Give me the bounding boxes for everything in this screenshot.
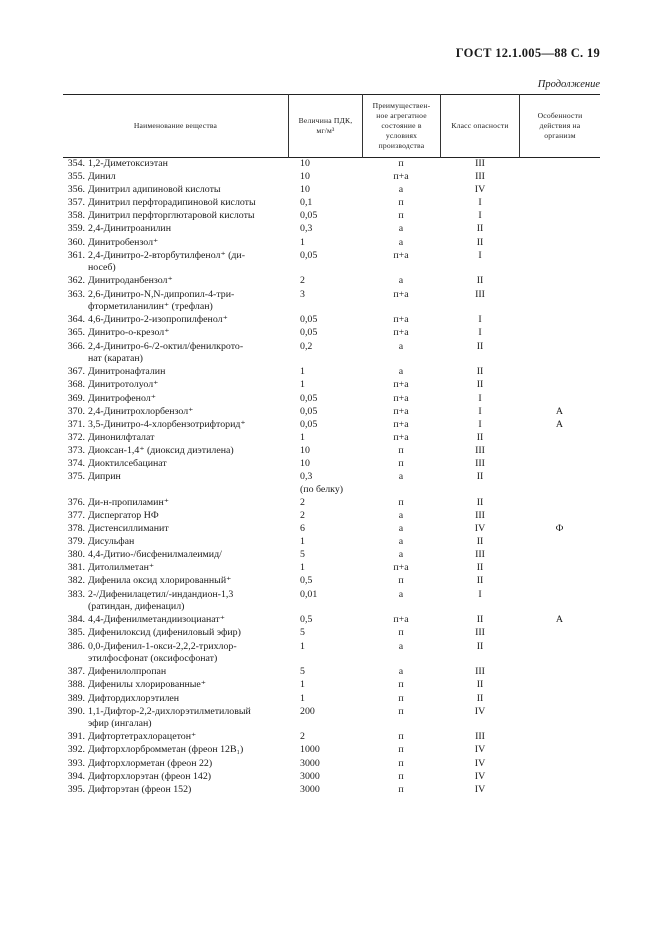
action-feature: Ф: [555, 523, 564, 535]
substance-name: Динитро-о-крезол⁺: [88, 327, 170, 339]
table-row: [63, 536, 600, 549]
hazard-class: III: [475, 731, 485, 743]
row-number: 363.: [67, 288, 85, 300]
table-row: [63, 275, 600, 288]
aggregate-state: а: [398, 471, 404, 483]
pdk-value: 3000: [300, 770, 320, 782]
aggregate-state: а: [398, 184, 404, 196]
pdk-value: 0,05: [300, 418, 318, 430]
row-number: 383.: [67, 588, 85, 600]
substance-name: Диспергатор НФ: [88, 509, 159, 521]
column-header-name: Наименование вещества: [133, 121, 218, 130]
action-feature: А: [555, 614, 564, 626]
table-row: [63, 679, 600, 692]
hazard-class: II: [476, 236, 484, 248]
table-row: [63, 549, 600, 562]
table-row: [63, 575, 600, 588]
hazard-class: II: [476, 275, 484, 287]
aggregate-state: п: [398, 705, 404, 717]
aggregate-state: п: [398, 627, 404, 639]
aggregate-state: п+а: [393, 171, 409, 183]
pdk-value: 3000: [300, 783, 320, 795]
row-number: 370.: [67, 405, 85, 417]
row-number: 388.: [67, 679, 85, 691]
hazard-class: III: [475, 444, 485, 456]
aggregate-state: а: [398, 223, 404, 235]
aggregate-state: п+а: [393, 562, 409, 574]
hazard-class: IV: [474, 783, 486, 795]
substance-name: Дисульфан: [88, 536, 135, 548]
pdk-value: 0,05: [300, 327, 318, 339]
pdk-value: 2: [300, 496, 305, 508]
substance-name: Дифенилы хлорированные⁺: [88, 679, 207, 691]
hazard-class: II: [476, 223, 484, 235]
row-number: 381.: [67, 562, 85, 574]
row-number: 382.: [67, 575, 85, 587]
action-feature: А: [555, 405, 564, 417]
pdk-value: 10: [300, 171, 310, 183]
hazard-class: IV: [474, 757, 486, 769]
pdk-value: 2: [300, 731, 305, 743]
aggregate-state: а: [398, 549, 404, 561]
table-row: [63, 406, 600, 419]
row-number: 354.: [67, 158, 85, 169]
aggregate-state: а: [398, 588, 404, 600]
pdk-value: 0,05: [300, 314, 318, 326]
aggregate-state: п: [398, 757, 404, 769]
hazard-class: I: [478, 314, 482, 326]
pdk-value: 5: [300, 666, 305, 678]
pdk-value: 1: [300, 366, 305, 378]
hazard-class: II: [476, 614, 484, 626]
row-number: 366.: [67, 340, 85, 352]
column-header-features: Особенности действия на организм: [537, 111, 583, 140]
row-number: 386.: [67, 640, 85, 652]
hazard-class: IV: [474, 770, 486, 782]
aggregate-state: п+а: [393, 614, 409, 626]
aggregate-state: п+а: [393, 379, 409, 391]
row-number: 359.: [67, 223, 85, 235]
table-row: [63, 758, 600, 771]
aggregate-state: п: [398, 158, 404, 169]
pdk-value: 5: [300, 549, 305, 561]
table-row: [63, 250, 600, 276]
aggregate-state: а: [398, 523, 404, 535]
substance-name: Динитронафталин: [88, 366, 166, 378]
aggregate-state: п: [398, 457, 404, 469]
substance-name: Дифтордихлорэтилен: [88, 692, 180, 704]
hazard-class: III: [475, 666, 485, 678]
table-row: [63, 314, 600, 327]
substance-name: 4,4-Дитио-/бисфенилмалеимид/: [88, 549, 222, 561]
hazard-class: II: [476, 575, 484, 587]
pdk-value: 1: [300, 679, 305, 691]
table-row: [63, 784, 600, 797]
aggregate-state: а: [398, 366, 404, 378]
substance-name: Динитротолуол⁺: [88, 379, 159, 391]
substance-name: Динитрофенол⁺: [88, 392, 156, 404]
substance-name: 2,4-Динитро-2-вторбутилфенол⁺ (ди- носеб): [88, 249, 246, 274]
row-number: 365.: [67, 327, 85, 339]
substance-name: Дифтортетрахлорацетон⁺: [88, 731, 197, 743]
pdk-value: 0,5: [300, 614, 313, 626]
table-row: [63, 731, 600, 744]
hazard-class: III: [475, 457, 485, 469]
pdk-value: 1: [300, 536, 305, 548]
pdk-value: 1: [300, 236, 305, 248]
row-number: 358.: [67, 210, 85, 222]
page-header: ГОСТ 12.1.005—88 С. 19: [455, 46, 600, 60]
row-number: 356.: [67, 184, 85, 196]
substance-name: Дитолилметан⁺: [88, 562, 155, 574]
row-number: 360.: [67, 236, 85, 248]
pdk-value: 0,2: [300, 340, 313, 352]
table-row: [63, 237, 600, 250]
pdk-value: 0,3: [300, 223, 313, 235]
row-number: 368.: [67, 379, 85, 391]
hazard-class: I: [478, 197, 482, 209]
continuation-label: Продолжение: [537, 79, 600, 90]
aggregate-state: п+а: [393, 392, 409, 404]
substance-table-body: [63, 158, 600, 797]
table-row: [63, 419, 600, 432]
substance-name: Динитроданбензол⁺: [88, 275, 173, 287]
aggregate-state: п+а: [393, 327, 409, 339]
hazard-class: I: [478, 392, 482, 404]
hazard-class: IV: [474, 744, 486, 756]
hazard-class: II: [476, 431, 484, 443]
row-number: 378.: [67, 523, 85, 535]
hazard-class: II: [476, 536, 484, 548]
substance-name: 4,6-Динитро-2-изопропилфенол⁺: [88, 314, 228, 326]
pdk-value: 0,05: [300, 249, 318, 261]
substance-name: 1,2-Диметоксиэтан: [88, 158, 168, 169]
table-row: [63, 393, 600, 406]
hazard-class: I: [478, 210, 482, 222]
aggregate-state: а: [398, 275, 404, 287]
hazard-class: III: [475, 627, 485, 639]
row-number: 357.: [67, 197, 85, 209]
pdk-value: 200: [300, 705, 315, 717]
pdk-value: 0,05: [300, 392, 318, 404]
aggregate-state: п+а: [393, 249, 409, 261]
substance-name: Дифторхлорбромметан (фреон 12В₁): [88, 744, 244, 756]
row-number: 374.: [67, 457, 85, 469]
pdk-value: 2: [300, 509, 305, 521]
hazard-class: II: [476, 496, 484, 508]
pdk-value: 3000: [300, 757, 320, 769]
table-row: [63, 379, 600, 392]
hazard-class: IV: [474, 184, 486, 196]
row-number: 395.: [67, 783, 85, 795]
table-row: [63, 627, 600, 640]
hazard-class: III: [475, 509, 485, 521]
substance-name: Динитрил перфторглютаровой кислоты: [88, 210, 255, 222]
hazard-class: I: [478, 418, 482, 430]
pdk-value: 1: [300, 562, 305, 574]
aggregate-state: а: [398, 666, 404, 678]
pdk-value: 0,05: [300, 210, 318, 222]
substance-name: 2,4-Динитро-6-/2-октил/фенилкрото- нат (каратан): [88, 340, 244, 365]
aggregate-state: п: [398, 210, 404, 222]
hazard-class: I: [478, 327, 482, 339]
aggregate-state: а: [398, 236, 404, 248]
table-row: [63, 706, 600, 732]
aggregate-state: п: [398, 770, 404, 782]
row-number: 355.: [67, 171, 85, 183]
substance-name: 4,4-Дифенилметандиизоцианат⁺: [88, 614, 225, 626]
aggregate-state: а: [398, 536, 404, 548]
hazard-class: II: [476, 471, 484, 483]
hazard-class: II: [476, 562, 484, 574]
hazard-class: III: [475, 171, 485, 183]
pdk-value: 6: [300, 523, 305, 535]
row-number: 364.: [67, 314, 85, 326]
substance-name: Динитрил адипиновой кислоты: [88, 184, 221, 196]
substance-name: Дифторэтан (фреон 152): [88, 783, 192, 795]
substance-name: Дистенсиллиманит: [88, 523, 169, 535]
hazard-class: II: [476, 340, 484, 352]
column-header-state: Преимуществен- ное агрегатное состояние в условиях производства: [372, 101, 431, 150]
substance-name: Динил: [88, 171, 116, 183]
table-row: [63, 366, 600, 379]
table-row: [63, 432, 600, 445]
hazard-class: II: [476, 379, 484, 391]
aggregate-state: п+а: [393, 314, 409, 326]
aggregate-state: п+а: [393, 288, 409, 300]
hazard-class: II: [476, 692, 484, 704]
row-number: 377.: [67, 509, 85, 521]
row-number: 369.: [67, 392, 85, 404]
row-number: 393.: [67, 757, 85, 769]
row-number: 375.: [67, 471, 85, 483]
substance-name: 1,1-Дифтор-2,2-дихлорэтилметиловый эфир (ингалан): [88, 705, 251, 730]
pdk-value: 5: [300, 627, 305, 639]
table-row: [63, 693, 600, 706]
aggregate-state: п: [398, 575, 404, 587]
table-row: [63, 458, 600, 471]
row-number: 392.: [67, 744, 85, 756]
row-number: 380.: [67, 549, 85, 561]
table-row: [63, 223, 600, 236]
substance-name: 0,0-Дифенил-1-окси-2,2,2-трихлор- этилфосфонат (оксифосфонат): [88, 640, 237, 665]
aggregate-state: п: [398, 496, 404, 508]
substance-name: Дифенила оксид хлорированный⁺: [88, 575, 232, 587]
row-number: 384.: [67, 614, 85, 626]
substance-name: 2-/Дифенилацетил/-индандион-1,3 (ратиндан, дифенацил): [88, 588, 234, 613]
row-number: 372.: [67, 431, 85, 443]
substance-name: 2,6-Динитро-N,N-дипропил-4-три- фторметиланилин⁺ (трефлан): [88, 288, 235, 313]
substance-name: Ди-н-пропиламин⁺: [88, 496, 169, 508]
pdk-value: 0,01: [300, 588, 318, 600]
column-header-class: Класс опасности: [451, 121, 509, 130]
table-row: [63, 666, 600, 679]
substance-name: 2,4-Динитроанилин: [88, 223, 171, 235]
substance-name: 3,5-Динитро-4-хлорбензотрифторид⁺: [88, 418, 246, 430]
pdk-value: 1000: [300, 744, 320, 756]
table-row: [63, 171, 600, 184]
aggregate-state: п+а: [393, 405, 409, 417]
substance-name: 2,4-Динитрохлорбензол⁺: [88, 405, 194, 417]
pdk-value: 0,5: [300, 575, 313, 587]
pdk-value: 1: [300, 692, 305, 704]
aggregate-state: а: [398, 340, 404, 352]
table-row: [63, 445, 600, 458]
substance-name: Дифенилоксид (дифениловый эфир): [88, 627, 241, 639]
pdk-value: 10: [300, 457, 310, 469]
row-number: 387.: [67, 666, 85, 678]
row-number: 390.: [67, 705, 85, 717]
table-row: [63, 510, 600, 523]
row-number: 362.: [67, 275, 85, 287]
substance-name: Диоктилсебацинат: [88, 457, 167, 469]
table-row: [63, 744, 600, 757]
aggregate-state: п: [398, 744, 404, 756]
table-row: [63, 523, 600, 536]
row-number: 394.: [67, 770, 85, 782]
hazard-class: II: [476, 679, 484, 691]
hazard-class: III: [475, 158, 485, 169]
aggregate-state: п: [398, 692, 404, 704]
hazard-class: I: [478, 405, 482, 417]
hazard-class: III: [475, 549, 485, 561]
aggregate-state: п: [398, 679, 404, 691]
pdk-value: 3: [300, 288, 305, 300]
pdk-value: 0,1: [300, 197, 313, 209]
aggregate-state: п: [398, 197, 404, 209]
table-row: [63, 184, 600, 197]
hazard-class: IV: [474, 705, 486, 717]
pdk-value: 10: [300, 444, 310, 456]
row-number: 373.: [67, 444, 85, 456]
substance-name: Дифторхлорметан (фреон 22): [88, 757, 213, 769]
pdk-value: 1: [300, 640, 305, 652]
pdk-value: 10: [300, 184, 310, 196]
hazard-class: II: [476, 366, 484, 378]
table-row: [63, 341, 600, 367]
row-number: 376.: [67, 496, 85, 508]
pdk-value: 0,3 (по белку): [300, 471, 344, 495]
substance-name: Диоксан-1,4⁺ (диоксид диэтилена): [88, 444, 234, 456]
row-number: 361.: [67, 249, 85, 261]
table-row: [63, 289, 600, 315]
table-row: [63, 614, 600, 627]
action-feature: А: [555, 418, 564, 430]
row-number: 367.: [67, 366, 85, 378]
row-number: 371.: [67, 418, 85, 430]
table-row: [63, 771, 600, 784]
aggregate-state: п: [398, 731, 404, 743]
column-header-pdk: Величина ПДК, мг/м³: [298, 116, 353, 135]
table-row: [63, 327, 600, 340]
hazard-class: IV: [474, 523, 486, 535]
table-row: [63, 471, 600, 497]
table-row: [63, 158, 600, 171]
hazard-class: III: [475, 288, 485, 300]
aggregate-state: п: [398, 783, 404, 795]
row-number: 379.: [67, 536, 85, 548]
table-row: [63, 562, 600, 575]
table-row: [63, 210, 600, 223]
pdk-value: 0,05: [300, 405, 318, 417]
pdk-value: 10: [300, 158, 310, 169]
substance-name: Динитрил перфторадипиновой кислоты: [88, 197, 256, 209]
table-row: [63, 497, 600, 510]
aggregate-state: п+а: [393, 431, 409, 443]
substance-name: Диприн: [88, 471, 121, 483]
pdk-value: 1: [300, 379, 305, 391]
table-row: [63, 197, 600, 210]
aggregate-state: а: [398, 509, 404, 521]
row-number: 389.: [67, 692, 85, 704]
table-row: [63, 589, 600, 615]
pdk-value: 2: [300, 275, 305, 287]
aggregate-state: а: [398, 640, 404, 652]
pdk-value: 1: [300, 431, 305, 443]
substance-name: Дифенилолпропан: [88, 666, 167, 678]
aggregate-state: п+а: [393, 418, 409, 430]
row-number: 385.: [67, 627, 85, 639]
table-row: [63, 641, 600, 667]
row-number: 391.: [67, 731, 85, 743]
hazard-class: II: [476, 640, 484, 652]
substance-name: Динитробензол⁺: [88, 236, 159, 248]
substance-name: Дифторхлорэтан (фреон 142): [88, 770, 212, 782]
hazard-class: I: [478, 588, 482, 600]
hazard-class: I: [478, 249, 482, 261]
aggregate-state: п: [398, 444, 404, 456]
substance-name: Динонилфталат: [88, 431, 155, 443]
